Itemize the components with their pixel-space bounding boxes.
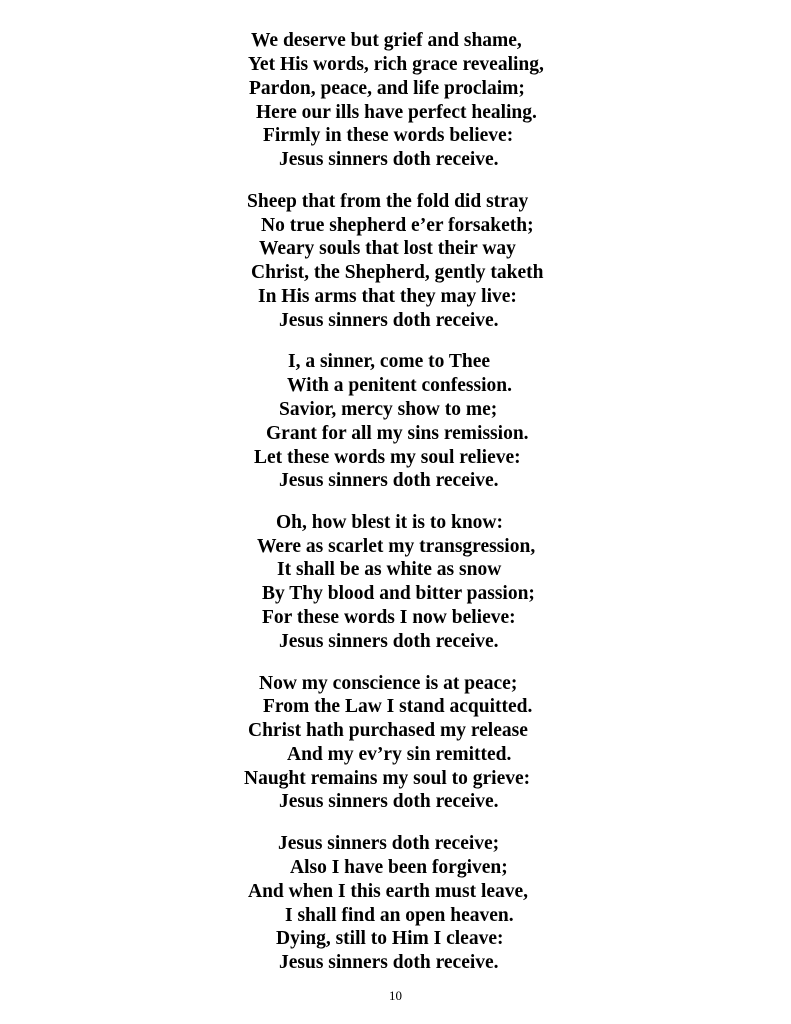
- verse-line: For these words I now believe:: [262, 607, 516, 628]
- verse-line: From the Law I stand acquitted.: [263, 696, 533, 717]
- verse-line: Sheep that from the fold did stray: [247, 191, 529, 212]
- verse-line: With a penitent confession.: [287, 375, 512, 396]
- verse-line: We deserve but grief and shame,: [251, 30, 522, 51]
- verse-line: Jesus sinners doth receive.: [279, 952, 499, 973]
- verse-line: Oh, how blest it is to know:: [276, 512, 503, 533]
- verse-line: Jesus sinners doth receive.: [279, 470, 499, 491]
- page-number: 10: [389, 988, 402, 1003]
- verse-line: Naught remains my soul to grieve:: [244, 768, 531, 789]
- verse-line: Firmly in these words believe:: [263, 125, 514, 146]
- verse-line: I, a sinner, come to Thee: [288, 351, 491, 372]
- verse-line: I shall find an open heaven.: [285, 905, 514, 926]
- verse-line: Jesus sinners doth receive.: [279, 149, 499, 170]
- verse-line: Pardon, peace, and life proclaim;: [249, 78, 525, 99]
- verse-line: Jesus sinners doth receive;: [278, 833, 500, 854]
- verse-line: Grant for all my sins remission.: [266, 423, 529, 444]
- verse-line: Also I have been forgiven;: [290, 857, 508, 878]
- verse-line: Jesus sinners doth receive.: [279, 631, 499, 652]
- verse-line: Here our ills have perfect healing.: [256, 102, 537, 123]
- verse-line: Let these words my soul relieve:: [254, 447, 521, 468]
- verse-line: No true shepherd e’er forsaketh;: [261, 215, 534, 236]
- verse-line: Jesus sinners doth receive.: [279, 791, 499, 812]
- verse-line: And when I this earth must leave,: [248, 881, 529, 902]
- verse-line: Weary souls that lost their way: [259, 238, 516, 259]
- verse-line: And my ev’ry sin remitted.: [287, 744, 512, 765]
- verse-line: Christ, the Shepherd, gently taketh: [251, 262, 544, 283]
- verse-line: It shall be as white as snow: [277, 559, 502, 580]
- verse-line: Christ hath purchased my release: [248, 720, 528, 741]
- verse-line: Now my conscience is at peace;: [259, 673, 518, 694]
- verse-line: Jesus sinners doth receive.: [279, 310, 499, 331]
- verse-line: Yet His words, rich grace revealing,: [248, 54, 544, 75]
- verse-line: Dying, still to Him I cleave:: [276, 928, 504, 949]
- verse-line: In His arms that they may live:: [258, 286, 517, 307]
- verse-line: Were as scarlet my transgression,: [257, 536, 536, 557]
- verse-line: By Thy blood and bitter passion;: [262, 583, 535, 604]
- verse-line: Savior, mercy show to me;: [279, 399, 498, 420]
